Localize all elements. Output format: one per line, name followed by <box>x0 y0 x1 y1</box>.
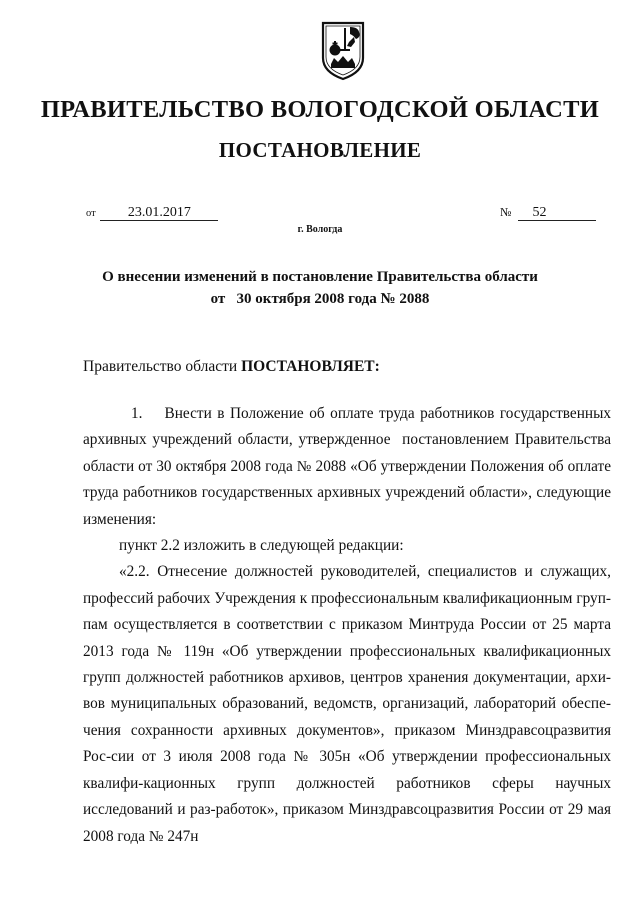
government-title: ПРАВИТЕЛЬСТВО ВОЛОГОДСКОЙ ОБЛАСТИ <box>40 96 600 123</box>
document-body <box>83 401 615 850</box>
paragraph-3: «2.2. Отнесение должностей руководителей, специалистов и служащих, профессий рабочих Учреждения к профессиональным квалификационным груп-пам осуществляется в соответствии с приказом Минтруда России от 25 марта 2013 года № 119н «Об утверждении профессиональных квалификационных групп должностей работников архивов, центров хранения документации, архи-вов муниципальных образований, ведомств, организаций, лабораторий обеспе-чения сохранности архивных документов», приказом Минздравсоцразвития Рос-сии от 3 июля 2008 года № 305н «Об утверждении профессиональных квалифи-кационных групп должностей работников сферы научных исследований и раз-работок», приказом Минздравсоцразвития России от 29 мая 2008 года № 247н <box>83 563 611 845</box>
paragraph-1: 1. Внести в Положение об оплате труда работников государственных архивных учреждений области, утвержденное постановлением Правительства области от 30 октября 2008 года № 2088 «Об утверждении Положения об оплате труда работников государственных архивных учреждений области», следующие изменения: <box>83 405 615 528</box>
document-type: ПОСТАНОВЛЕНИЕ <box>218 138 422 162</box>
city-name: г. Вологда <box>297 224 343 235</box>
resolution-intro <box>83 358 380 376</box>
document-date-line <box>86 205 218 221</box>
document-subject <box>0 266 640 310</box>
subject-line-1: О внесении изменений в постановление Правительства области <box>102 269 538 285</box>
document-date: 23.01.2017 <box>100 205 218 221</box>
intro-resolves: ПОСТАНОВЛЯЕТ: <box>241 358 380 375</box>
vologda-coat-of-arms-icon <box>320 20 366 82</box>
document-number-line <box>500 205 596 221</box>
number-prefix: № <box>500 205 512 219</box>
date-prefix: от <box>86 208 96 219</box>
paragraph-2: пункт 2.2 изложить в следующей редакции: <box>119 537 404 555</box>
subject-line-2: от 30 октября 2008 года № 2088 <box>210 291 430 307</box>
intro-text: Правительство области <box>83 358 242 375</box>
document-number: 52 <box>518 205 596 221</box>
